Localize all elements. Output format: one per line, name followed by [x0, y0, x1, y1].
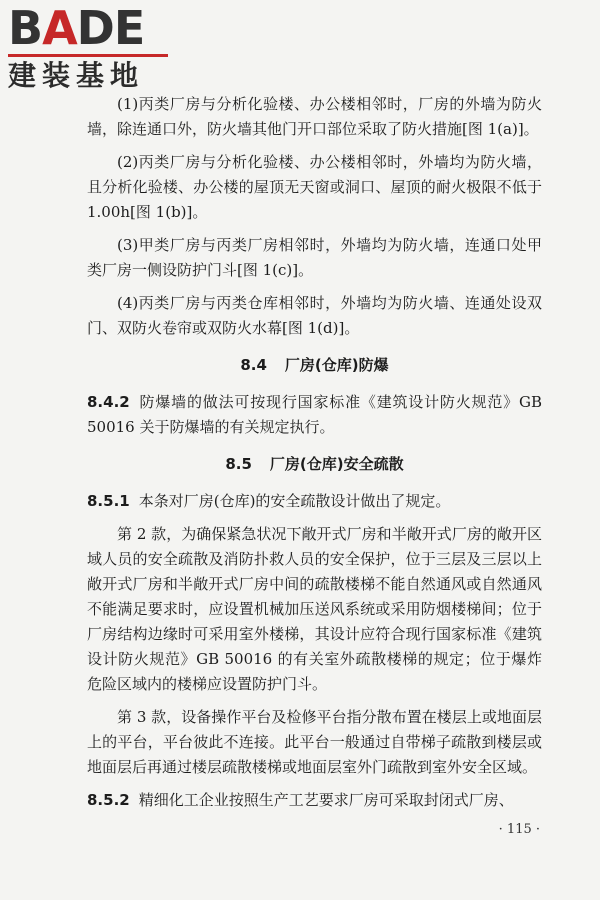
- logo-wordmark: BADE: [8, 1, 145, 55]
- section-number: 8.4: [240, 356, 267, 374]
- paragraph-item-4: (4)丙类厂房与丙类仓库相邻时，外墙均为防火墙、连通处设双门、双防火卷帘或双防火水幕[图 1(d)]。: [87, 294, 542, 337]
- paragraph-item-1: (1)丙类厂房与分析化验楼、办公楼相邻时，厂房的外墙为防火墙，除连通口外，防火墙其他门开口部位采取了防火措施[图 1(a)]。: [87, 95, 542, 138]
- clause-8-5-2: [87, 788, 542, 813]
- clause-text: 防爆墙的做法可按现行国家标准《建筑设计防火规范》GB 50016 关于防爆墙的有关规定执行。: [87, 393, 542, 436]
- section-heading-8-5: [87, 452, 542, 477]
- clause-number: 8.4.2: [87, 393, 130, 411]
- page-body: [87, 92, 542, 813]
- section-title: 厂房(仓库)安全疏散: [269, 455, 404, 473]
- clause-text: 本条对厂房(仓库)的安全疏散设计做出了规定。: [138, 492, 451, 510]
- clause-8-5-1-item-2: 第 2 款，为确保紧急状况下敞开式厂房和半敞开式厂房的敞开区域人员的安全疏散及消防扑救人员的安全保护，位于三层及三层以上敞开式厂房和半敞开式厂房中间的疏散楼梯不能自然通风或自然通风不能满足要求时，应设置机械加压送风系统或采用防烟楼梯间；位于厂房结构边缘时可采用室外楼梯，其设计应符合现行国家标准《建筑设计防火规范》GB 50016 的有关室外疏散楼梯的规定；位于爆炸危险区域内的楼梯应设置防护门斗。: [87, 525, 542, 693]
- paragraph-item-3: (3)甲类厂房与丙类厂房相邻时，外墙均为防火墙，连通口处甲类厂房一侧设防护门斗[图 1(c)]。: [87, 236, 542, 279]
- section-number: 8.5: [225, 455, 252, 473]
- clause-8-5-1: [87, 489, 542, 514]
- bade-logo: [8, 1, 178, 93]
- paragraph-item-2: (2)丙类厂房与分析化验楼、办公楼相邻时，外墙均为防火墙，且分析化验楼、办公楼的屋顶无天窗或洞口、屋顶的耐火极限不低于 1.00h[图 1(b)]。: [87, 153, 542, 221]
- clause-number: 8.5.1: [87, 492, 130, 510]
- page-number: · 115 ·: [498, 822, 540, 837]
- clause-8-4-2: [87, 390, 542, 440]
- section-title: 厂房(仓库)防爆: [284, 356, 389, 374]
- clause-number: 8.5.2: [87, 791, 130, 809]
- logo-chinese-text: 建装基地: [8, 59, 145, 92]
- clause-8-5-1-item-3: 第 3 款，设备操作平台及检修平台指分散布置在楼层上或地面层上的平台，平台彼此不连接。此平台一般通过自带梯子疏散到楼层或地面层后再通过楼层疏散楼梯或地面层室外门疏散到室外安全区域。: [87, 708, 542, 776]
- section-heading-8-4: [87, 353, 542, 378]
- clause-text: 精细化工企业按照生产工艺要求厂房可采取封闭式厂房、: [138, 791, 514, 809]
